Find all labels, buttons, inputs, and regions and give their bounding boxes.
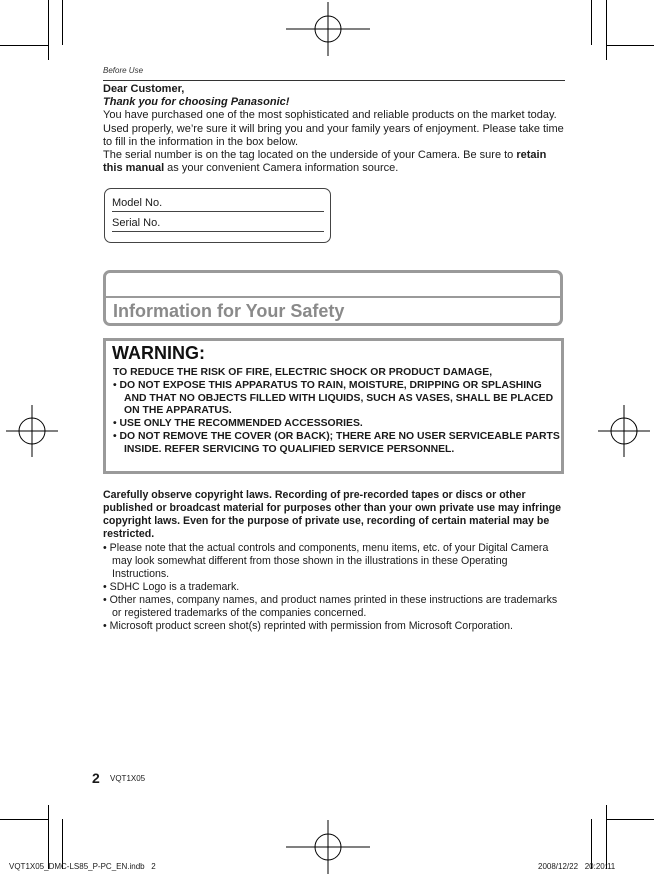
notes-list bbox=[103, 542, 563, 633]
crop-mark bbox=[606, 805, 607, 869]
warning-list bbox=[113, 380, 561, 457]
page-code: VQT1X05 bbox=[110, 774, 146, 783]
warning-item: • DO NOT REMOVE THE COVER (OR BACK); THERE ARE NO USER SERVICEABLE PARTS INSIDE. REFER SERVICING TO QUALIFIED SERVICE PERSONNEL. bbox=[113, 430, 560, 455]
model-number-field: Model No. bbox=[112, 195, 324, 212]
print-file-name: VQT1X05_DMC-LS85_P-PC_EN.indb 2 bbox=[9, 862, 156, 871]
crop-mark bbox=[0, 819, 48, 820]
section-label: Before Use bbox=[103, 66, 144, 75]
intro-paragraph: You have purchased one of the most sophisticated and reliable products on the market today. Used properly, we’re sure it will bring you and your family years of enjoyment. Please take time to fill in the information in the box below. bbox=[103, 109, 564, 148]
intro-text bbox=[103, 83, 565, 175]
serial-paragraph: The serial number is on the tag located on the underside of your Camera. Be sure to retain this manual as your convenient Camera information source. bbox=[103, 149, 547, 175]
safety-title: Information for Your Safety bbox=[113, 301, 345, 321]
note-item: • Please note that the actual controls and components, menu items, etc. of your Digital Camera may look somewhat different from those shown in the illustrations in these Operating Instructions. bbox=[103, 542, 549, 580]
registration-mark-icon bbox=[6, 405, 58, 457]
crop-mark bbox=[606, 45, 654, 46]
registration-mark-icon bbox=[598, 405, 650, 457]
registration-mark-icon bbox=[286, 820, 370, 874]
warning-box bbox=[103, 338, 564, 474]
crop-mark bbox=[62, 0, 63, 45]
crop-mark bbox=[591, 0, 592, 45]
warning-item: • DO NOT EXPOSE THIS APPARATUS TO RAIN, MOISTURE, DRIPPING OR SPLASHING AND THAT NO OBJECTS FILLED WITH LIQUIDS, SUCH AS VASES, SHALL BE PLACED ON THE APPARATUS. bbox=[113, 379, 554, 417]
note-item: • Other names, company names, and product names printed in these instructions are trademarks or registered trademarks of the companies concerned. bbox=[103, 594, 558, 619]
crop-mark bbox=[606, 0, 607, 60]
warning-title: WARNING: bbox=[112, 343, 205, 363]
copyright-notice: Carefully observe copyright laws. Recording of pre-recorded tapes or discs or other published or broadcast material for purposes other than your own private use may infringe copyright laws. Even for the purpose of private use, recording of certain material may be restricted. bbox=[103, 489, 561, 540]
warning-item: • USE ONLY THE RECOMMENDED ACCESSORIES. bbox=[113, 418, 363, 430]
registration-mark-icon bbox=[286, 2, 370, 56]
serial-number-field: Serial No. bbox=[112, 215, 324, 232]
greeting: Dear Customer, bbox=[103, 83, 185, 95]
print-timestamp: 2008/12/22 20:20:11 bbox=[538, 862, 616, 871]
crop-mark bbox=[48, 805, 49, 869]
crop-mark bbox=[48, 0, 49, 60]
warning-text bbox=[113, 367, 561, 457]
safety-heading-box bbox=[103, 270, 563, 326]
note-item: • SDHC Logo is a trademark. bbox=[103, 581, 240, 593]
crop-mark bbox=[0, 45, 48, 46]
crop-mark bbox=[606, 819, 654, 820]
safety-divider bbox=[106, 296, 560, 298]
page-number: 2 bbox=[92, 770, 100, 786]
note-item: • Microsoft product screen shot(s) reprinted with permission from Microsoft Corporation. bbox=[103, 620, 513, 632]
thanks-line: Thank you for choosing Panasonic! bbox=[103, 96, 290, 109]
model-serial-form bbox=[104, 188, 331, 243]
warning-intro: TO REDUCE THE RISK OF FIRE, ELECTRIC SHOCK OR PRODUCT DAMAGE, bbox=[113, 367, 493, 378]
header-rule bbox=[103, 80, 565, 81]
